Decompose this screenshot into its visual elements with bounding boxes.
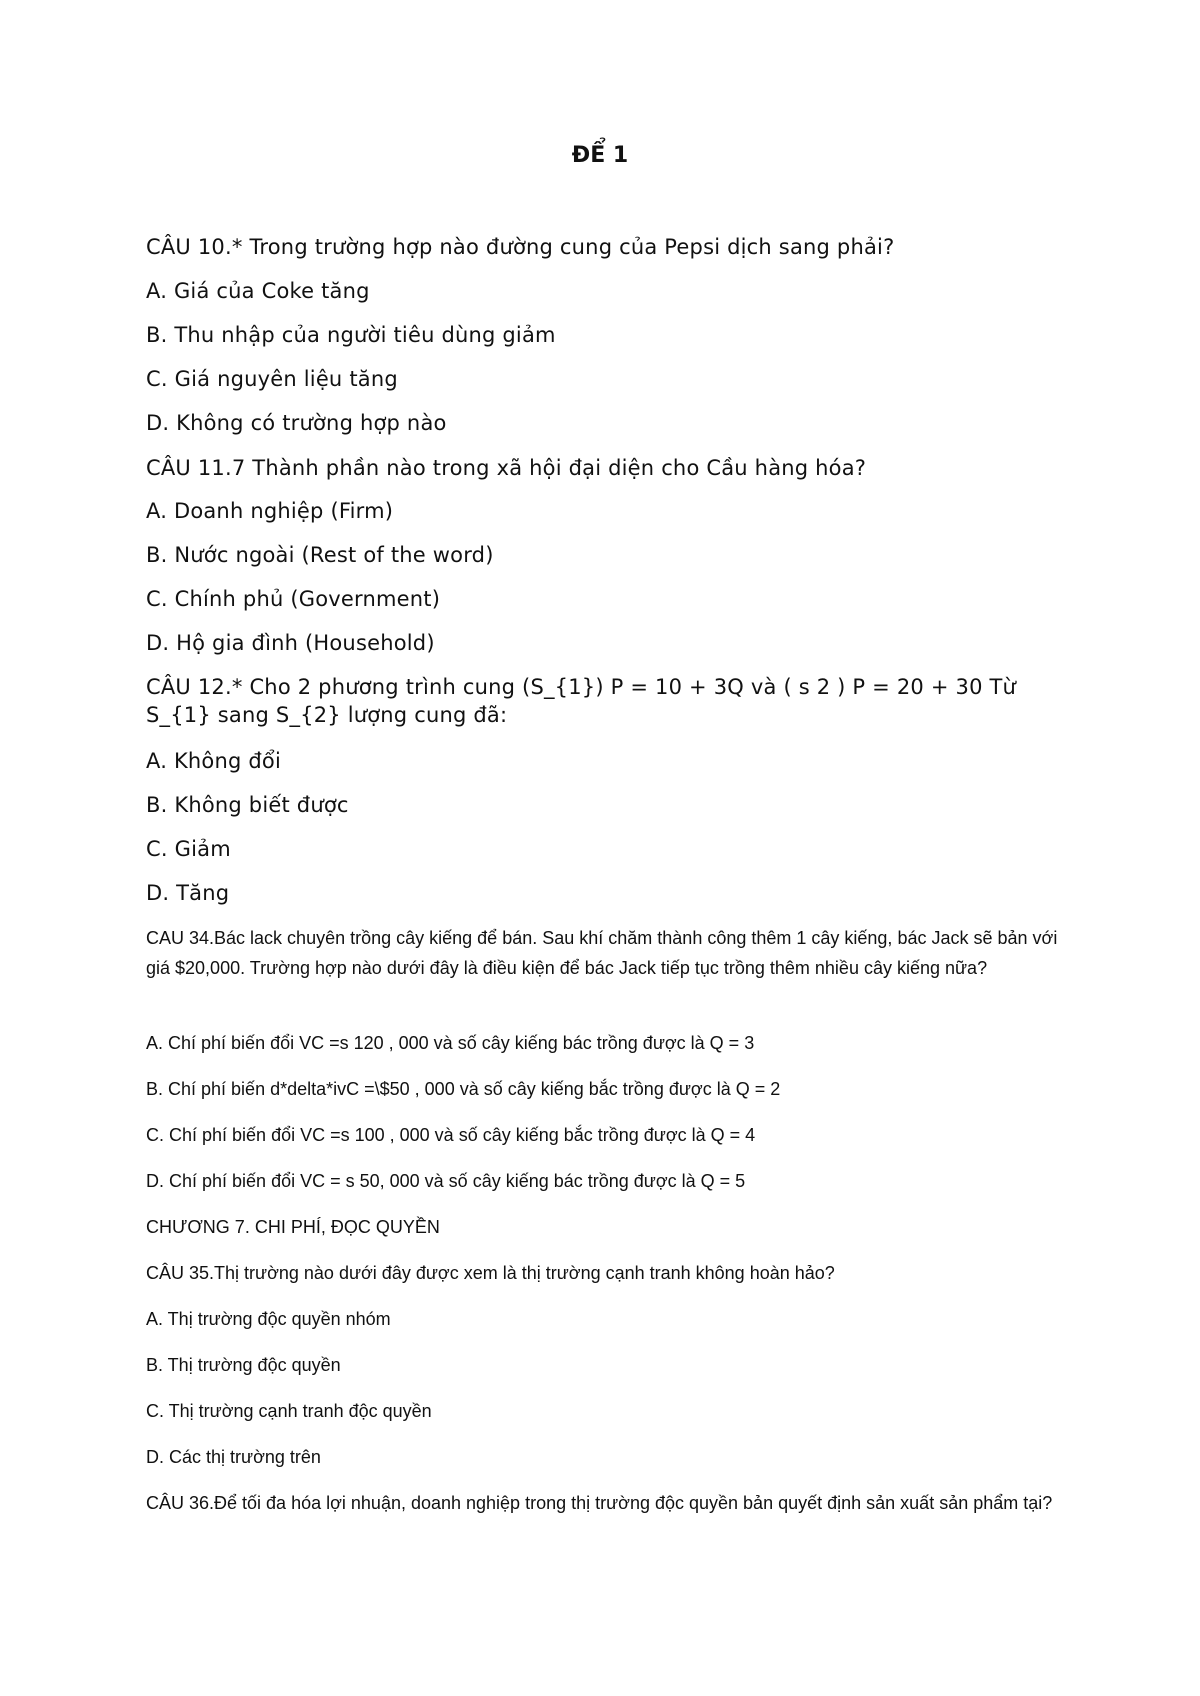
q12-option-a: A. Không đổi	[146, 749, 282, 773]
q35-option-c: C. Thị trường cạnh tranh độc quyền	[146, 1401, 432, 1421]
question-34: CAU 34.Bác lack chuyên trồng cây kiếng để bán. Sau khí chăm thành công thêm 1 cây kiếng, bác Jack sẽ bản với giá $20,000. Trường hợp nào dưới đây là điều kiện để bác Jack tiếp tục trồng thêm nhiều cây kiếng nữa?	[146, 928, 1058, 978]
question-12: CÂU 12.* Cho 2 phương trình cung (S_{1}) P = 10 + 3Q và ( s 2 ) P = 20 + 30 Từ S_{1} sang S_{2} lượng cung đã:	[146, 675, 1017, 727]
q34-option-d: D. Chí phí biến đổi VC = s 50, 000 và số cây kiếng bác trồng được là Q = 5	[146, 1171, 746, 1191]
q10-option-d: D. Không có trường hợp nào	[146, 411, 447, 435]
question-36: CÂU 36.Để tối đa hóa lợi nhuận, doanh nghiệp trong thị trường độc quyền bản quyết định sản xuất sản phẩm tại?	[146, 1493, 1053, 1513]
q11-option-b: B. Nước ngoài (Rest of the word)	[146, 543, 494, 567]
question-10: CÂU 10.* Trong trường hợp nào đường cung của Pepsi dịch sang phải?	[146, 235, 895, 259]
q35-option-a: A. Thị trường độc quyền nhóm	[146, 1309, 391, 1329]
q11-option-c: C. Chính phủ (Government)	[146, 587, 441, 611]
q12-option-d: D. Tăng	[146, 881, 230, 905]
document-title: ĐỂ 1	[571, 143, 629, 168]
question-35: CÂU 35.Thị trường nào dưới đây được xem là thị trường cạnh tranh không hoàn hảo?	[146, 1263, 835, 1283]
q10-option-a: A. Giá của Coke tăng	[146, 279, 370, 303]
q34-option-b: B. Chí phí biến d*delta*ivC =\$50 , 000 và số cây kiếng bắc trồng được là Q = 2	[146, 1079, 781, 1099]
q11-option-d: D. Hộ gia đình (Household)	[146, 631, 435, 655]
q12-option-c: C. Giảm	[146, 837, 231, 861]
q10-option-b: B. Thu nhập của người tiêu dùng giảm	[146, 323, 556, 347]
q12-option-b: B. Không biết được	[146, 793, 349, 817]
q35-option-b: B. Thị trường độc quyền	[146, 1355, 341, 1375]
q34-option-a: A. Chí phí biến đổi VC =s 120 , 000 và số cây kiếng bác trồng được là Q = 3	[146, 1033, 755, 1053]
chapter-heading: CHƯƠNG 7. CHI PHÍ, ĐỌC QUYỀN	[146, 1217, 440, 1237]
q10-option-c: C. Giá nguyên liệu tăng	[146, 367, 398, 391]
q34-option-c: C. Chí phí biến đổi VC =s 100 , 000 và số cây kiếng bắc trồng được là Q = 4	[146, 1125, 756, 1145]
question-11: CÂU 11.7 Thành phần nào trong xã hội đại diện cho Cầu hàng hóa?	[146, 456, 867, 480]
q35-option-d: D. Các thị trường trên	[146, 1447, 321, 1467]
q11-option-a: A. Doanh nghiệp (Firm)	[146, 499, 394, 523]
